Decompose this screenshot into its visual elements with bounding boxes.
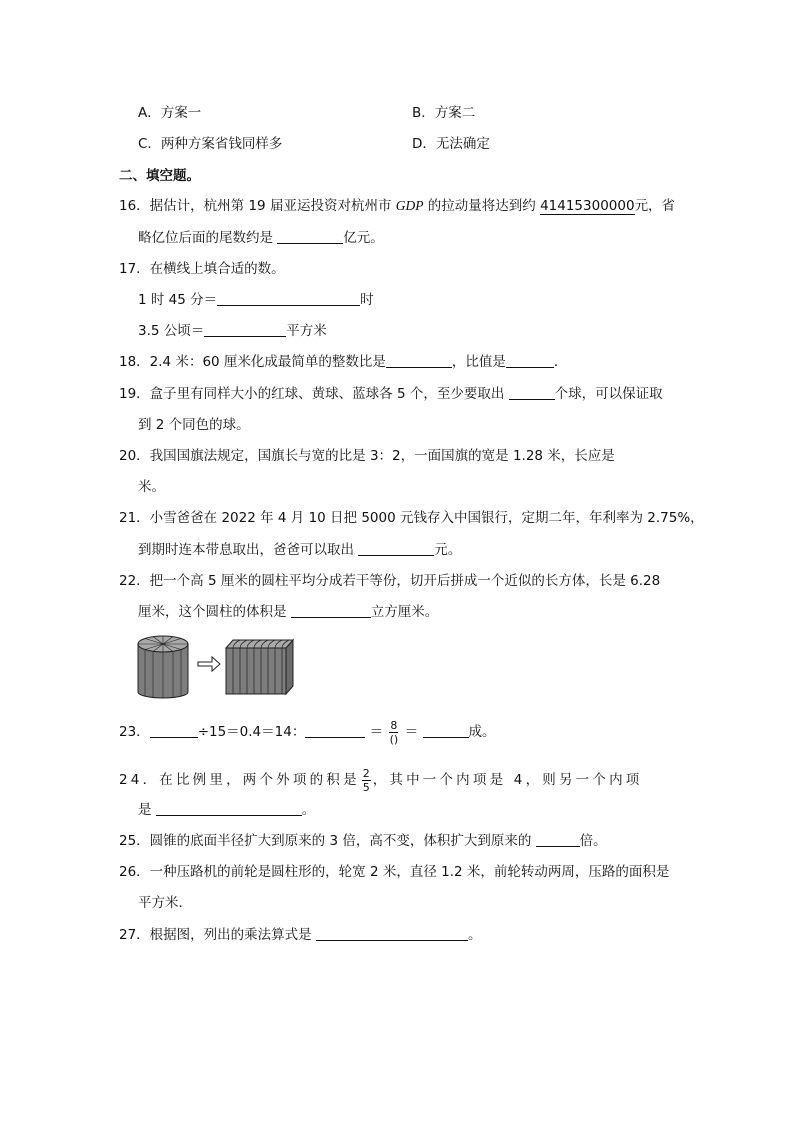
q23-label: 23． xyxy=(119,724,150,740)
q23-op1: ÷15＝0.4＝14： xyxy=(197,724,306,740)
q18-pre: 18．2.4 米：60 厘米化成最简单的整数比是 xyxy=(119,354,386,370)
answer-blank-27[interactable] xyxy=(316,926,468,941)
q17-row1-post: 时 xyxy=(360,292,374,308)
gdp-term: GDP xyxy=(395,198,424,213)
answer-blank-25[interactable] xyxy=(536,832,580,847)
q22-line2-pre: 厘米，这个圆柱的体积是 xyxy=(138,604,291,620)
q18-mid: ，比值是 xyxy=(451,354,506,370)
question-18 xyxy=(119,353,567,371)
q19-line1-post: 个球，可以保证取 xyxy=(554,386,663,402)
q24-frac-den: 5 xyxy=(362,780,370,794)
option-c: C．两种方案省钱同样多 xyxy=(138,136,283,152)
option-d: D．无法确定 xyxy=(412,136,490,152)
q18-post: ． xyxy=(553,354,568,370)
q23-frac-num: 8 xyxy=(390,718,398,732)
q27-post: 。 xyxy=(467,927,482,943)
cylinder-sliced-icon xyxy=(138,636,188,698)
q23-frac-den[interactable]: () xyxy=(389,732,399,746)
answer-blank-17a[interactable] xyxy=(217,291,360,306)
q23-post: 成。 xyxy=(468,724,496,740)
question-24-line2 xyxy=(138,801,315,819)
q16-number: 41415300000 xyxy=(540,198,635,214)
q25-post: 倍。 xyxy=(579,833,607,849)
answer-blank-16[interactable] xyxy=(277,229,343,244)
q23-eq2: ＝ xyxy=(400,724,423,740)
option-b: B．方案二 xyxy=(412,105,476,121)
answer-blank-21[interactable] xyxy=(358,541,434,556)
question-23 xyxy=(119,712,496,752)
q16-line2-post: 亿元。 xyxy=(343,230,384,246)
answer-blank-17b[interactable] xyxy=(204,322,286,337)
answer-blank-23a[interactable] xyxy=(150,723,198,738)
q24-frac-num: 2 xyxy=(362,766,370,780)
section-title: 二、填空题。 xyxy=(119,168,200,184)
q24-line2-post: 。 xyxy=(301,802,316,818)
answer-blank-24[interactable] xyxy=(156,801,302,816)
q16-text-pre: 16．据估计，杭州第 19 届亚运投资对杭州市 xyxy=(119,198,396,214)
cuboid-rearranged-icon xyxy=(226,640,293,694)
answer-blank-23b[interactable] xyxy=(305,723,365,738)
q27-pre: 27．根据图，列出的乘法算式是 xyxy=(119,927,316,943)
q24-line1-post: ，其中一个内项是 4，则另一个内项 xyxy=(372,772,643,788)
question-20-line2: 米。 xyxy=(138,479,165,495)
q16-text-mid: 的拉动量将达到约 xyxy=(423,198,541,214)
question-26-line1: 26．一种压路机的前轮是圆柱形的，轮宽 2 米，直径 1.2 米，前轮转动两周，压路的面积是 xyxy=(119,864,670,880)
question-22-line1: 22．把一个高 5 厘米的圆柱平均分成若干等份，切开后拼成一个近似的长方体，长是 6.28 xyxy=(119,573,661,589)
q24-line2-pre: 是 xyxy=(138,802,156,818)
q19-line1-pre: 19．盒子里有同样大小的红球、黄球、蓝球各 5 个，至少要取出 xyxy=(119,386,509,402)
answer-blank-19[interactable] xyxy=(509,385,555,400)
q21-line2-post: 元。 xyxy=(434,542,462,558)
answer-blank-18b[interactable] xyxy=(506,353,554,368)
question-24-line1 xyxy=(119,760,642,800)
q16-text-post: 元，省 xyxy=(634,198,676,214)
q21-line2-pre: 到期时连本带息取出，爸爸可以取出 xyxy=(138,542,359,558)
question-21-line2 xyxy=(138,541,461,559)
question-17-title: 17．在横线上填合适的数。 xyxy=(119,261,285,277)
question-17-row2 xyxy=(138,322,327,340)
question-16-line2 xyxy=(138,229,384,247)
q17-row2-pre: 3.5 公顷＝ xyxy=(138,323,205,339)
q23-eq1: ＝ xyxy=(365,724,388,740)
q23-fraction xyxy=(389,719,398,746)
question-19-line2: 到 2 个同色的球。 xyxy=(138,417,250,433)
q24-line1-pre: 24．在比例里，两个外项的积是 xyxy=(119,772,360,788)
question-16-line1 xyxy=(119,197,675,215)
option-a: A．方案一 xyxy=(138,105,202,121)
q17-row2-post: 平方米 xyxy=(286,323,327,339)
question-25 xyxy=(119,832,607,850)
answer-blank-18a[interactable] xyxy=(386,353,452,368)
cylinder-to-cuboid-figure xyxy=(136,630,296,700)
q16-line2-pre: 略亿位后面的尾数约是 xyxy=(138,230,278,246)
answer-blank-22[interactable] xyxy=(291,603,371,618)
question-27 xyxy=(119,926,481,944)
question-22-line2 xyxy=(138,603,438,621)
q24-fraction xyxy=(362,767,371,794)
question-26-line2: 平方米． xyxy=(138,895,192,911)
q17-row1-pre: 1 时 45 分＝ xyxy=(138,292,218,308)
question-20-line1: 20．我国国旗法规定，国旗长与宽的比是 3：2，一面国旗的宽是 1.28 米，长应是 xyxy=(119,448,615,464)
question-17-row1 xyxy=(138,291,374,309)
q25-pre: 25．圆锥的底面半径扩大到原来的 3 倍，高不变，体积扩大到原来的 xyxy=(119,833,536,849)
right-arrow-icon xyxy=(198,657,220,671)
question-21-line1: 21．小雪爸爸在 2022 年 4 月 10 日把 5000 元钱存入中国银行，定期二年，年利率为 2.75%， xyxy=(119,510,704,526)
q22-line2-post: 立方厘米。 xyxy=(370,604,439,620)
question-19-line1 xyxy=(119,385,663,403)
answer-blank-23c[interactable] xyxy=(423,723,469,738)
